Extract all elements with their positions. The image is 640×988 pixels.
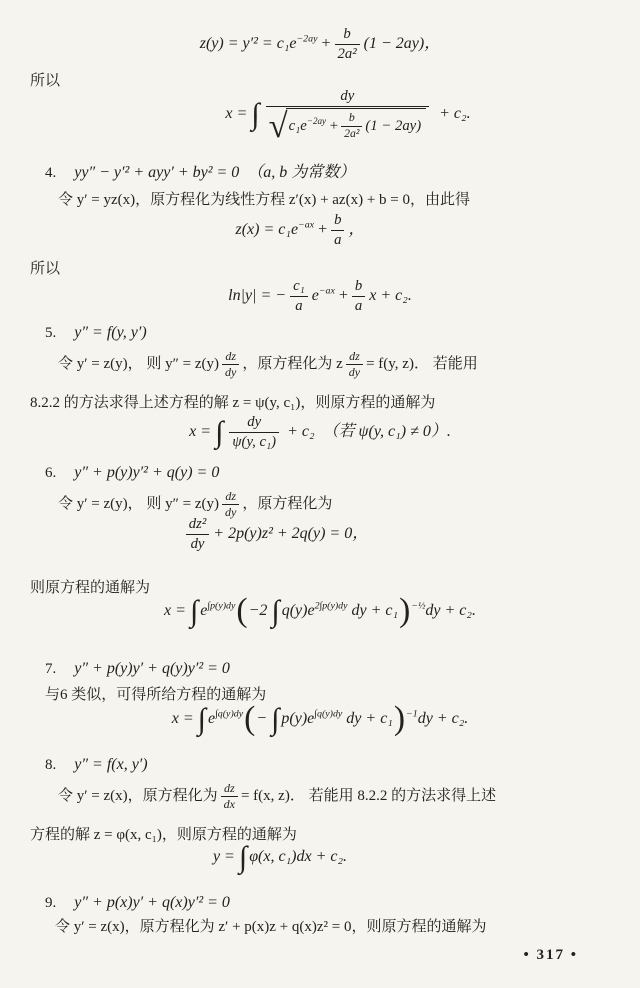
text: 所以: [30, 261, 61, 277]
fraction: [266, 88, 430, 146]
fraction: [341, 112, 362, 141]
item-equation: y″ + p(x)y′ + q(x)y′² = 0: [74, 894, 230, 911]
integral-sign: ∫: [251, 97, 260, 132]
item-4-heading: [45, 162, 355, 184]
integral-sign: ∫: [271, 702, 280, 737]
math-segment: [228, 278, 412, 314]
display-formula-item6-solution: [0, 592, 640, 630]
item-8-line-2: [30, 824, 297, 846]
fraction-numerator: dz: [221, 782, 238, 797]
item-7-heading: [45, 658, 230, 680]
exponent: ∫q(y)dy: [314, 708, 343, 720]
exponent: 2∫p(y)dy: [314, 600, 348, 612]
math-segment: [189, 414, 451, 450]
fraction: [346, 350, 363, 379]
fraction-numerator: b: [352, 278, 365, 297]
math-text: ，: [348, 221, 365, 239]
display-formula-z-of-y: [0, 26, 640, 63]
item-number: 7.: [45, 661, 57, 677]
fraction-denominator: dy: [190, 535, 205, 552]
math-text: q(y)e: [281, 602, 315, 619]
item-8-heading: [45, 754, 148, 776]
fraction-denominator: a: [334, 231, 342, 248]
text: 令 y′ = z(y)， 则 y″ = z(y): [58, 356, 219, 373]
fraction-numerator: c₁: [290, 278, 308, 297]
exponent: ∫q(y)dy: [215, 708, 244, 720]
fraction-numerator: b: [335, 26, 360, 45]
fraction-numerator: dz: [346, 350, 363, 365]
fraction: [186, 516, 210, 553]
fraction-numerator: dy: [229, 414, 279, 433]
math-text: + 2p(y)z² + 2q(y) = 0，: [213, 525, 369, 543]
fraction-numerator: dz: [222, 350, 239, 365]
display-formula-ln-y: [0, 278, 640, 315]
math-text: x + c₂.: [369, 287, 412, 305]
exponent: −1: [406, 708, 418, 720]
math-segment: [235, 212, 365, 248]
text: 8.2.2 的方法求得上述方程的解 z = ψ(y, c₁)，则原方程的通解为: [30, 395, 436, 411]
plus-operator: +: [329, 117, 339, 134]
math-text: −: [256, 710, 268, 727]
text: = f(y, z)． 若能用: [366, 356, 478, 373]
plus-operator: +: [338, 287, 348, 305]
math-text: + c₂ （若 ψ(y, c₁) ≠ 0）.: [287, 423, 451, 441]
item-6-line-2: [30, 577, 150, 599]
item-9-heading: [45, 892, 230, 914]
fraction-denominator: dy: [225, 505, 237, 520]
item-number: 5.: [45, 325, 57, 341]
fraction-numerator: dz²: [186, 516, 210, 535]
item-number: 6.: [45, 465, 57, 481]
item-number: 9.: [45, 895, 57, 911]
math-segment: [225, 88, 471, 146]
left-parenthesis: (: [236, 592, 248, 630]
radical-sign: √: [268, 107, 288, 146]
item-equation: y″ + p(y)y′ + q(y)y′² = 0: [74, 660, 230, 677]
text: 令 y′ = z(x)，原方程化为: [58, 788, 218, 805]
math-segment: [182, 516, 369, 552]
display-formula-item8-solution: [0, 840, 600, 875]
paragraph-suoyi-2: [30, 258, 60, 280]
fraction: [222, 350, 239, 379]
display-formula-psi-integral: [0, 414, 640, 451]
item-4-line-1: [58, 189, 470, 211]
math-text: x =: [164, 602, 186, 619]
math-text: e: [311, 287, 319, 305]
fraction-numerator: b: [331, 212, 344, 231]
fraction-denominator: ψ(y, c₁): [232, 433, 277, 450]
fraction: [352, 278, 365, 315]
item-6-heading: [45, 462, 219, 484]
item-5-line-1: [58, 350, 478, 379]
item-6-line-1: [58, 490, 332, 519]
math-text: dy + c₁: [346, 710, 393, 727]
fraction: [331, 212, 344, 249]
text: ，原方程化为: [242, 496, 333, 513]
math-text: p(y)e: [281, 710, 315, 727]
item-number: 4.: [45, 165, 57, 181]
item-number: 8.: [45, 757, 57, 773]
item-7-line-1: [45, 684, 266, 706]
exponent: −½: [411, 600, 426, 612]
item-5-heading: [45, 322, 147, 344]
fraction-denominator: a: [295, 297, 303, 314]
exponent: −2ay: [306, 115, 327, 126]
exponent: −2ay: [296, 33, 318, 45]
math-text: −2: [248, 602, 268, 619]
display-formula-x-integral-sqrt: [28, 88, 640, 146]
fraction-numerator: b: [341, 112, 362, 127]
fraction: [335, 26, 360, 63]
fraction: [229, 414, 279, 451]
math-text: e: [207, 710, 216, 727]
math-segment: [199, 26, 441, 62]
item-5-line-2: [30, 392, 435, 414]
exponent: −ax: [318, 285, 335, 297]
fraction: [222, 490, 239, 519]
fraction-denominator: dy: [348, 365, 361, 380]
display-formula-dz2-dy: [0, 516, 595, 553]
text: 方程的解 z = φ(x, c₁)，则原方程的通解为: [30, 827, 297, 843]
item-8-line-1: [58, 782, 496, 811]
fraction-denominator: dy: [225, 365, 237, 380]
text: 则原方程的通解为: [30, 580, 151, 596]
math-text: + c₂.: [439, 105, 471, 123]
text: ，原方程化为 z: [242, 356, 343, 373]
math-text: z(y) = y′² = c₁e: [199, 35, 297, 53]
math-text: dy + c₂.: [417, 710, 469, 727]
item-equation: y″ + p(y)y′² + q(y) = 0: [74, 464, 220, 481]
math-text: dy + c₁: [351, 602, 399, 619]
math-text: dy + c₂.: [425, 602, 476, 619]
math-text: (1 − 2ay): [365, 117, 422, 134]
fraction-denominator: dx: [223, 797, 235, 812]
text: 与6 类似，可得所给方程的通解为: [45, 687, 267, 703]
text: = f(x, z)． 若能用 8.2.2 的方法求得上述: [240, 788, 497, 805]
item-equation: y″ = f(x, y′): [74, 756, 148, 773]
item-equation: y″ = f(y, y′): [74, 324, 147, 341]
text: 所以: [30, 73, 61, 89]
text: 令 y′ = z(y)， 则 y″ = z(y): [58, 496, 219, 513]
page-number-text: • 317 •: [523, 947, 578, 963]
fraction: [221, 782, 238, 811]
integral-sign: ∫: [197, 702, 206, 737]
fraction-denominator: [266, 107, 430, 146]
text: 令 y′ = z(x)，原方程化为 z′ + p(x)z + q(x)z² = 0，则原方程的通解为: [55, 919, 487, 935]
page-number: [523, 944, 578, 966]
fraction-numerator: dz: [222, 490, 239, 505]
math-text: x =: [171, 710, 194, 727]
fraction-denominator: a: [354, 297, 363, 314]
text: 令 y′ = yz(x)，原方程化为线性方程 z′(x) + az(x) + b = 0，由此得: [58, 192, 471, 208]
math-text: x =: [225, 105, 248, 123]
item-9-line-1: [55, 916, 487, 938]
integral-sign: ∫: [271, 594, 280, 629]
radical: [268, 107, 427, 146]
math-text: φ(x, c₁)dx + c₂.: [249, 848, 348, 865]
display-formula-item7-solution: [0, 700, 640, 738]
math-segment: [164, 592, 476, 630]
integral-sign: ∫: [238, 840, 248, 875]
math-text: ln|y| = −: [228, 287, 287, 305]
exponent: ∫p(y)dy: [207, 600, 236, 612]
exponent: −ax: [298, 219, 315, 231]
plus-operator: +: [318, 221, 328, 239]
math-text: y =: [212, 848, 235, 865]
math-segment: [171, 700, 469, 738]
left-parenthesis: (: [244, 700, 256, 738]
right-parenthesis: ): [399, 592, 411, 630]
fraction: [290, 278, 308, 315]
radical-body: [286, 108, 427, 141]
integral-sign: ∫: [215, 415, 224, 450]
fraction-denominator: 2a²: [344, 126, 360, 140]
fraction-numerator: dy: [266, 88, 430, 107]
math-text: (1 − 2ay)，: [363, 35, 441, 53]
plus-operator: +: [321, 35, 331, 53]
display-formula-z-of-x: [0, 212, 620, 249]
math-text: e: [200, 602, 208, 619]
math-segment: [212, 840, 348, 875]
item-equation: yy″ − y′² + ayy′ + by² = 0 （a, b 为常数）: [74, 164, 356, 181]
math-text: z(x) = c₁e: [235, 221, 299, 239]
right-parenthesis: ): [393, 700, 406, 738]
math-text: x =: [189, 423, 212, 441]
fraction-denominator: 2a²: [337, 45, 357, 62]
integral-sign: ∫: [189, 594, 199, 629]
math-text: c₁e: [288, 117, 307, 134]
